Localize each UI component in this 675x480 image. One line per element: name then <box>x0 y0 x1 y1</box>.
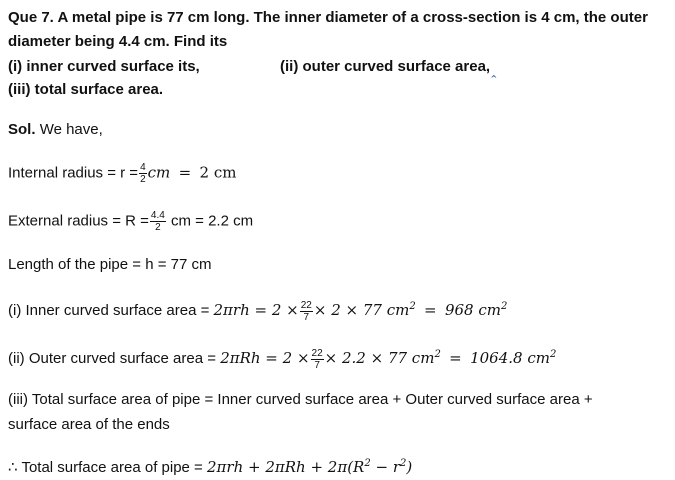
outer-csa-result: 1064.8 $cm^2$ <box>470 349 557 367</box>
pipe-length-line: Length of the pipe = h = 77 cm <box>8 256 212 273</box>
inner-csa-label: (i) Inner curved surface area = <box>8 302 210 319</box>
solution-intro-text: We have, <box>39 121 103 138</box>
question-part-1: (i) inner curved surface its, <box>8 58 200 75</box>
internal-radius-equals: = <box>178 163 192 182</box>
question-line-2: diameter being 4.4 cm. Find its <box>8 33 228 50</box>
therefore-label: Total surface area of pipe = <box>21 459 203 476</box>
inner-csa-result: 968 $cm^2$ <box>444 301 508 319</box>
outer-csa-rest: × 2.2 × 77 $cm^2$ <box>324 349 441 367</box>
solution-label: Sol. <box>8 121 36 138</box>
internal-radius-unit: cm <box>147 163 171 182</box>
question-part-3: (iii) total surface area. <box>8 81 164 98</box>
internal-radius-result: 2 cm <box>199 163 237 182</box>
outer-csa-label: (ii) Outer curved surface area = <box>8 350 217 367</box>
inner-csa-formula: 2πrh = 2 × <box>213 301 299 319</box>
external-radius-line <box>8 210 253 233</box>
inner-csa-equals: = <box>424 301 437 319</box>
therefore-icon: ∴ <box>8 459 18 476</box>
outer-csa-formula: 2πRh = 2 × <box>220 349 310 367</box>
outer-csa-fraction: $\frac{22}{7}$ <box>311 347 323 371</box>
internal-radius-line <box>8 162 236 185</box>
internal-radius-label: Internal radius = r = <box>8 164 139 182</box>
caret-mark-icon: ‸ <box>490 67 498 78</box>
inner-csa-fraction: $\frac{22}{7}$ <box>300 299 312 323</box>
external-radius-label: External radius = R = <box>8 212 149 230</box>
question-parts-row <box>8 57 498 78</box>
therefore-formula: $2\pi rh + 2\pi Rh + 2\pi(R^2 - r^2)$ <box>207 458 413 476</box>
internal-radius-fraction: $\frac{4}{2}$ <box>140 162 146 185</box>
question-line-1 <box>8 8 648 28</box>
question-text-1: A metal pipe is 77 cm long. The inner diameter of a cross-section is 4 cm, the outer <box>57 9 648 26</box>
external-radius-result: cm = 2.2 cm <box>170 212 254 230</box>
solution-intro <box>8 120 103 140</box>
question-part-2: (ii) outer curved surface $area,_‸$ <box>280 58 498 78</box>
inner-csa-rest: × 2 × 77 $cm^2$ <box>313 301 416 319</box>
therefore-line <box>8 454 412 478</box>
outer-csa-line <box>8 345 556 371</box>
tsa-line-1: (iii) Total surface area of pipe = Inner curved surface area + Outer curved surface area + <box>8 391 593 408</box>
outer-csa-equals: = <box>449 349 462 367</box>
question-label: Que 7. <box>8 9 54 26</box>
external-radius-fraction: $\frac{4.4}{2}$ <box>150 210 165 233</box>
inner-csa-line <box>8 297 507 323</box>
tsa-line-2: surface area of the ends <box>8 416 170 433</box>
